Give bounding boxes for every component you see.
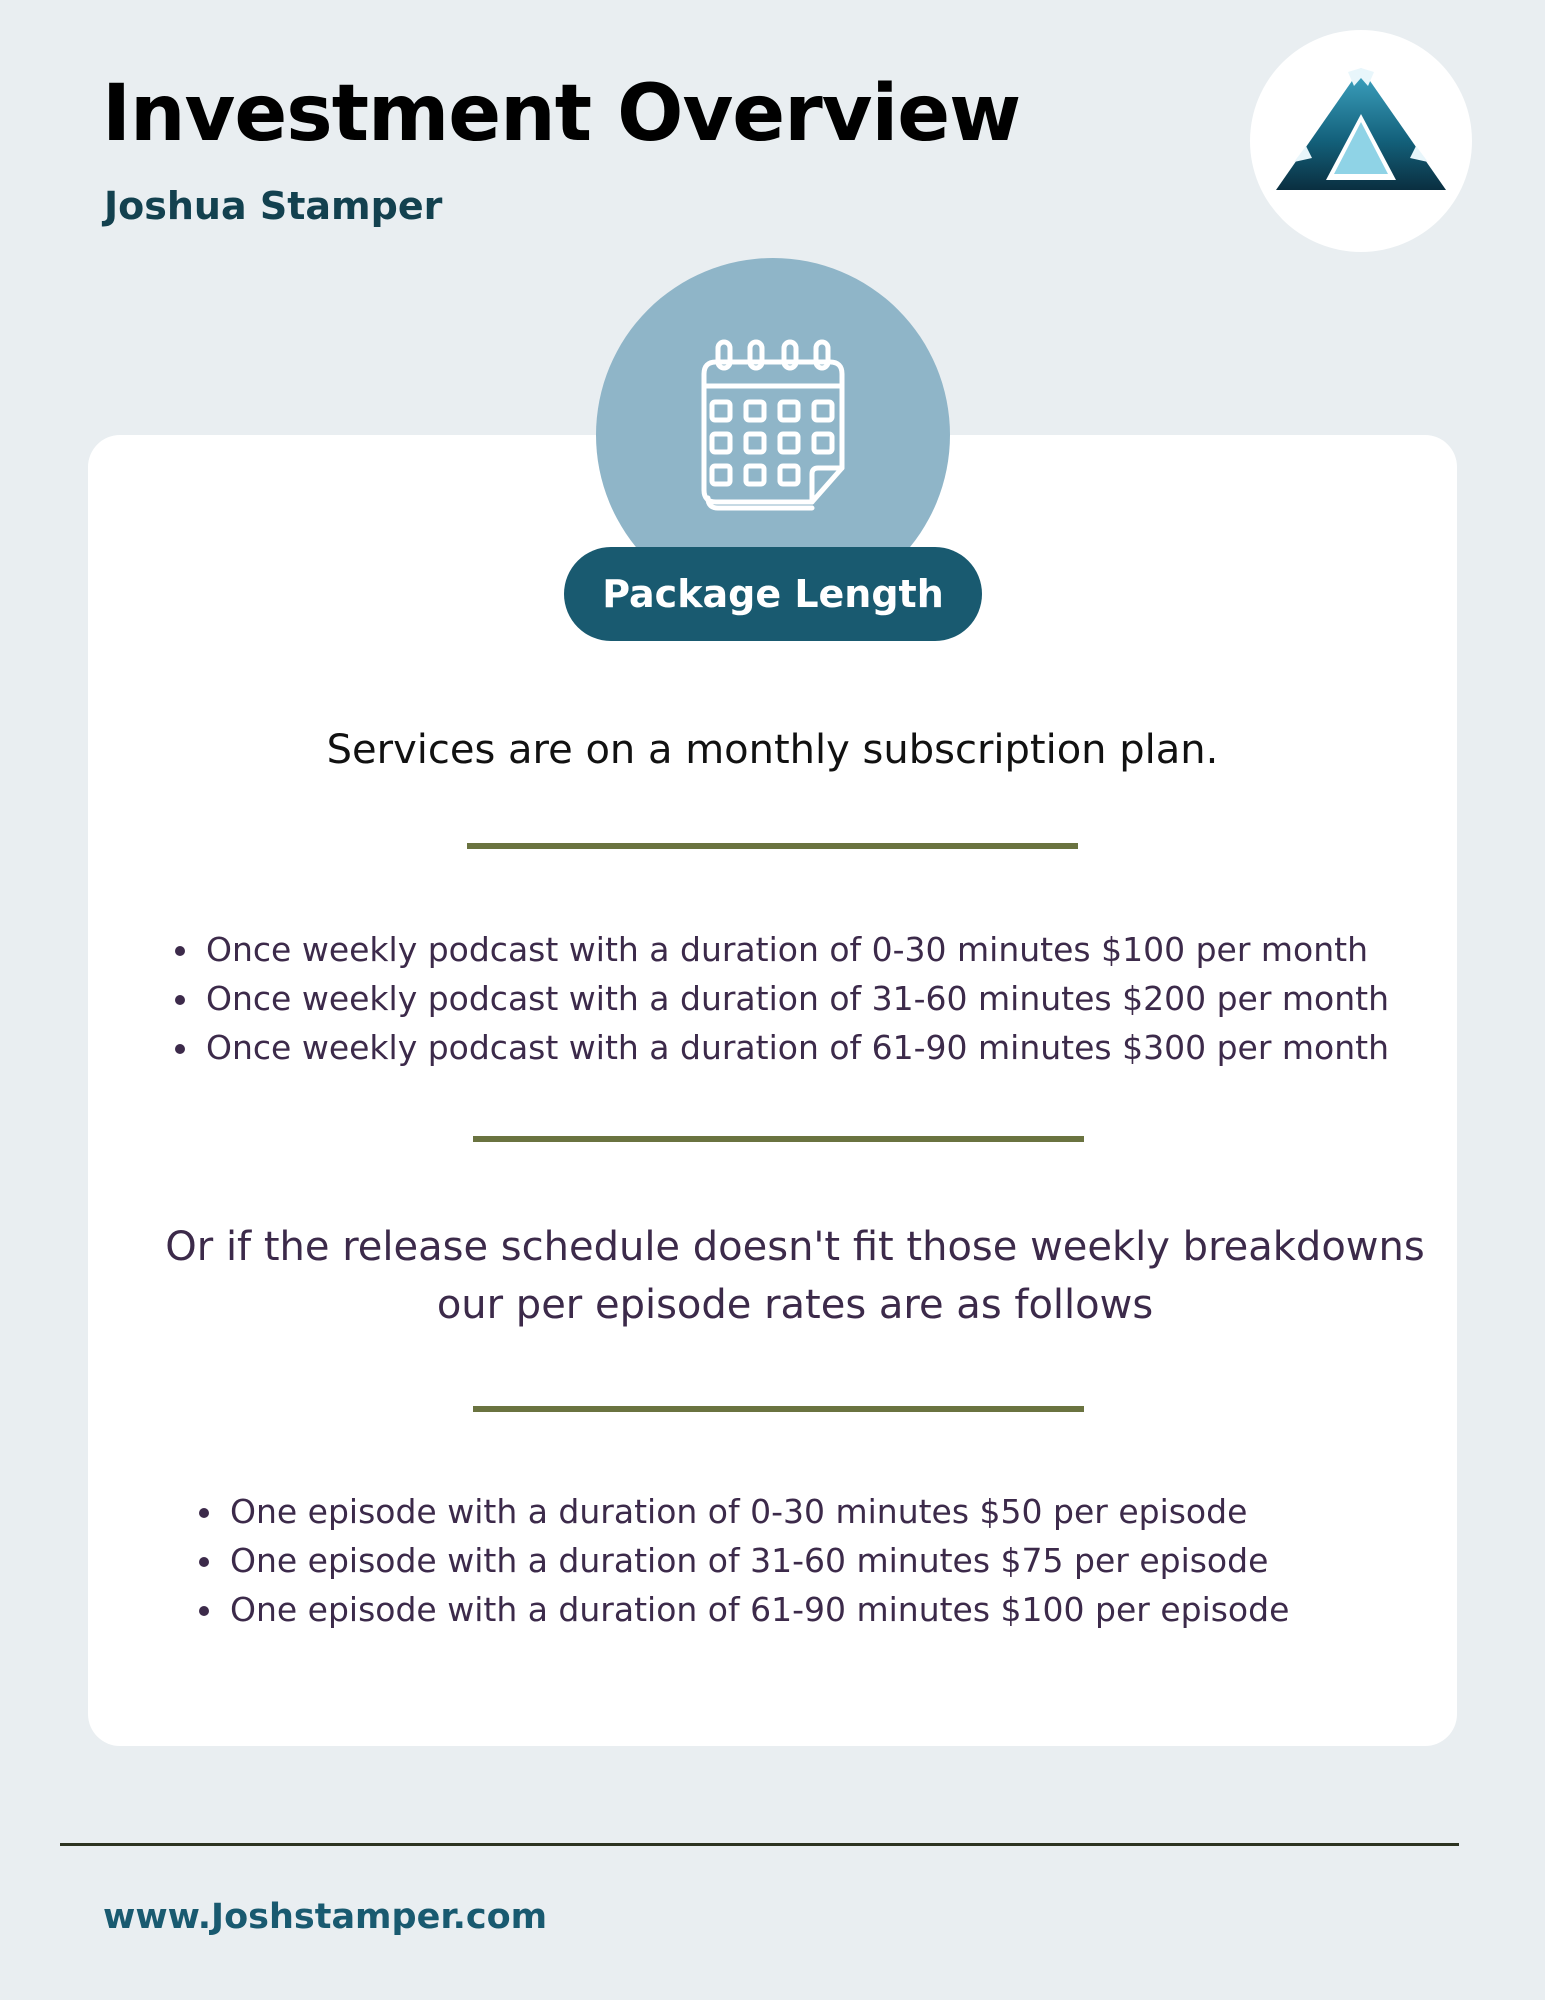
mountain-a-logo-icon — [1276, 66, 1446, 196]
author-name: Joshua Stamper — [104, 184, 443, 228]
list-item: • One episode with a duration of 31-60 minutes $75 per episode — [226, 1536, 1289, 1585]
list-item: • Once weekly podcast with a duration of 61-90 minutes $300 per month — [202, 1023, 1389, 1072]
list-item: • Once weekly podcast with a duration of 31-60 minutes $200 per month — [202, 974, 1389, 1023]
page-title: Investment Overview — [102, 69, 1021, 159]
package-length-badge: Package Length — [564, 547, 982, 641]
calendar-icon — [694, 336, 852, 516]
per-episode-note: Or if the release schedule doesn't fit those weekly breakdowns our per episode rates are as follows — [165, 1224, 1425, 1328]
logo — [1250, 30, 1472, 252]
list-item: • One episode with a duration of 61-90 minutes $100 per episode — [226, 1585, 1289, 1634]
divider — [467, 843, 1078, 849]
website-link[interactable]: www.Joshstamper.com — [103, 1897, 548, 1937]
list-item: • One episode with a duration of 0-30 minutes $50 per episode — [226, 1487, 1289, 1536]
subscription-intro: Services are on a monthly subscription plan. — [326, 727, 1219, 773]
list-item: • Once weekly podcast with a duration of 0-30 minutes $100 per month — [202, 925, 1389, 974]
footer-divider — [60, 1843, 1459, 1846]
divider — [473, 1406, 1084, 1412]
divider — [473, 1136, 1084, 1142]
episode-rate-list — [186, 1487, 1289, 1634]
monthly-plan-list — [162, 925, 1389, 1072]
